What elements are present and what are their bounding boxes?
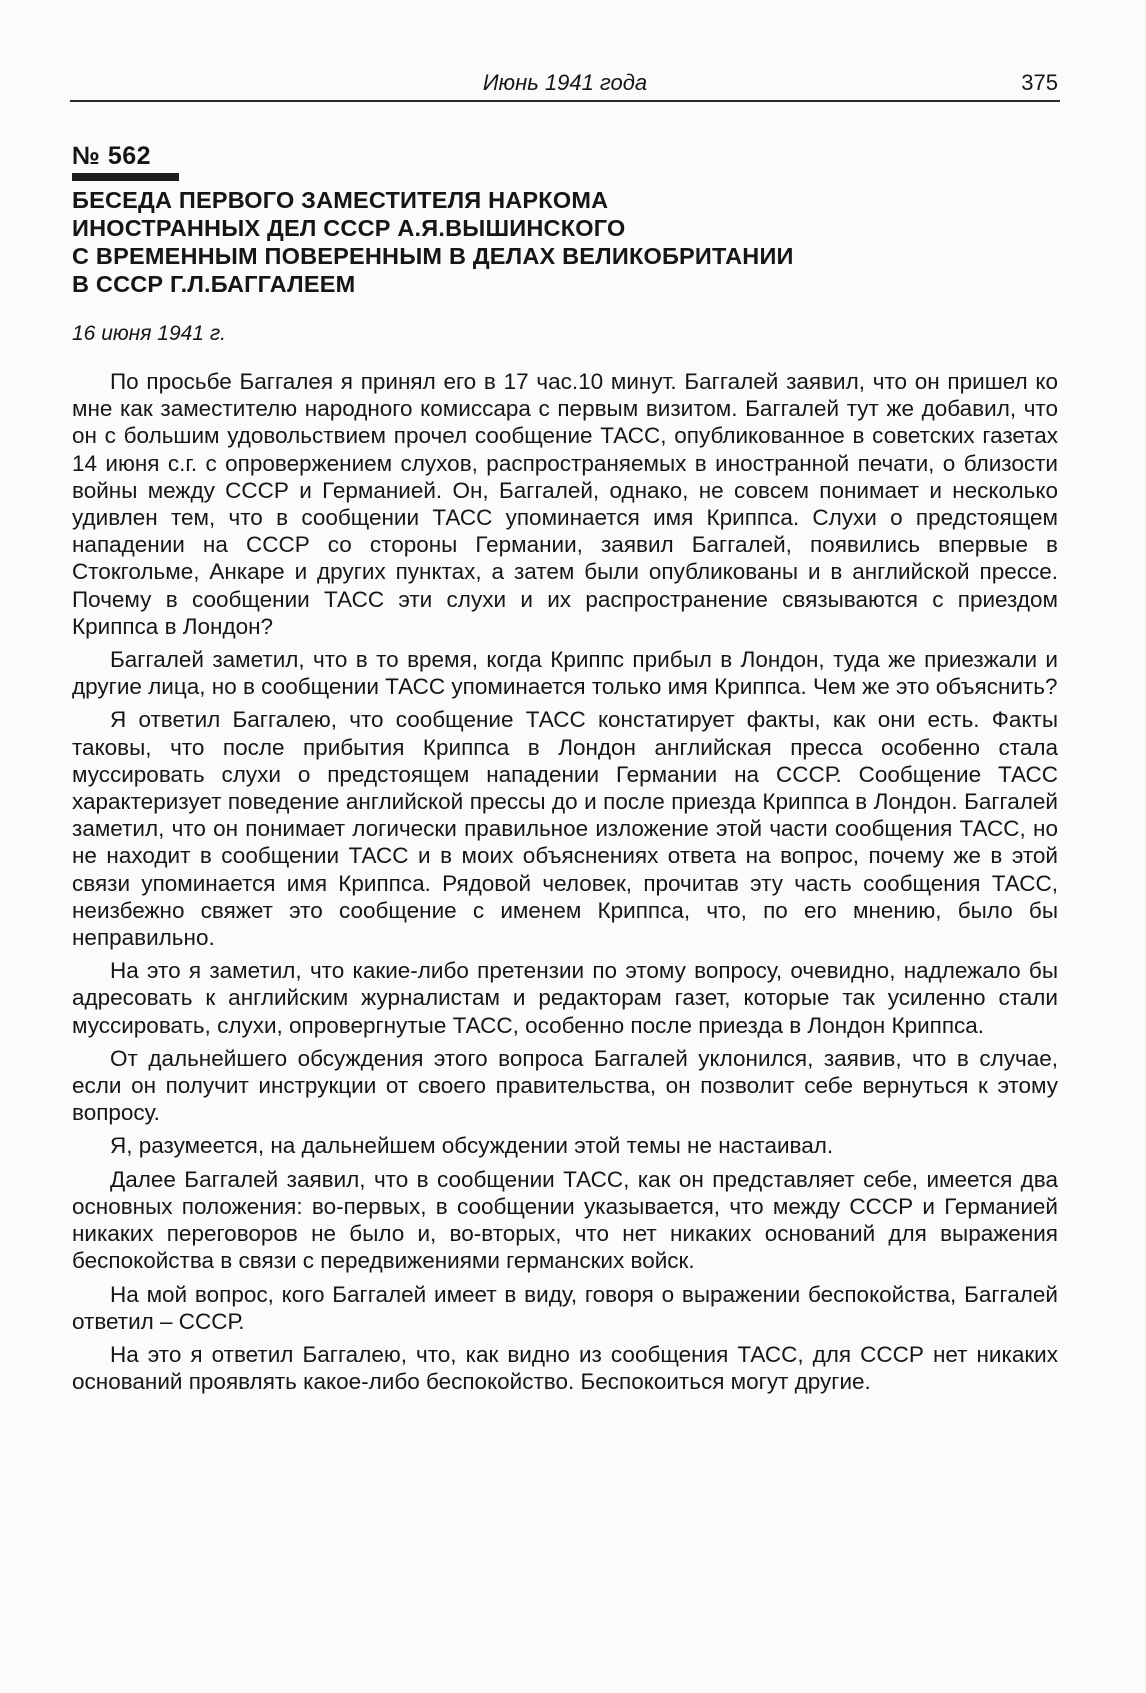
body-paragraph: На это я заметил, что какие-либо претензии по этому вопросу, очевидно, надлежало бы адресовать к английским журналистам и редакторам газет, которые так усиленно стали муссировать, слухи, опровергнутые ТАСС, особенно после приезда в Лондон Криппса. bbox=[72, 958, 1058, 1038]
body-paragraph: Я, разумеется, на дальнейшем обсуждении этой темы не настаивал. bbox=[110, 1133, 834, 1159]
document-number: № 562 bbox=[72, 142, 152, 170]
body-paragraph: От дальнейшего обсуждения этого вопроса Баггалей уклонился, заявив, что в случае, если он получит инструкции от своего правительства, он позволит себе вернуться к этому вопросу. bbox=[72, 1045, 1058, 1126]
running-title: Июнь 1941 года bbox=[482, 70, 648, 95]
document-title-line: В СССР Г.Л.БАГГАЛЕЕМ bbox=[72, 271, 356, 297]
document-title-line: ИНОСТРАННЫХ ДЕЛ СССР А.Я.ВЫШИНСКОГО bbox=[72, 215, 626, 241]
body-paragraph: Я ответил Баггалею, что сообщение ТАСС констатирует факты, как они есть. Факты таковы, что после прибытия Криппса в Лондон английская пресса особенно стала муссировать слухи о предстоящем нападении Германии на СССР. Сообщение ТАСС характеризует поведение английской прессы до и после приезда Криппса в Лондон. Баггалей заметил, что он понимает логически правильное изложение этой части сообщения ТАСС, но не находит в сообщении ТАСС и в моих объяснениях ответа на вопрос, почему же в этой связи упоминается имя Криппса. Рядовой человек, прочитав эту часть сообщения ТАСС, неизбежно свяжет это сообщение с именем Криппса, что, по его мнению, было бы неправильно. bbox=[72, 707, 1058, 951]
body-paragraph: Далее Баггалей заявил, что в сообщении ТАСС, как он представляет себе, имеется два основных положения: во-первых, в сообщении указывается, что между СССР и Германией никаких переговоров не было и, во-вторых, что нет никаких оснований для выражения беспокойства в связи с передвижениями германских войск. bbox=[72, 1166, 1058, 1274]
body-paragraph: На это я ответил Баггалею, что, как видно из сообщения ТАСС, для СССР нет никаких оснований проявлять какое-либо беспокойство. Беспокоиться могут другие. bbox=[72, 1341, 1058, 1395]
document-title-line: С ВРЕМЕННЫМ ПОВЕРЕННЫМ В ДЕЛАХ ВЕЛИКОБРИТАНИИ bbox=[72, 243, 794, 269]
running-header bbox=[70, 68, 1060, 102]
body-paragraph: Баггалей заметил, что в то время, когда Криппс прибыл в Лондон, туда же приезжали и другие лица, но в сообщении ТАСС упоминается только имя Криппса. Чем же это объяснить? bbox=[72, 647, 1058, 700]
body-paragraph: На мой вопрос, кого Баггалей имеет в виду, говоря о выражении беспокойства, Баггалей ответил – СССР. bbox=[72, 1281, 1058, 1334]
document-body bbox=[72, 368, 1058, 1401]
document-date: 16 июня 1941 г. bbox=[72, 322, 227, 345]
document-title-line: БЕСЕДА ПЕРВОГО ЗАМЕСТИТЕЛЯ НАРКОМА bbox=[72, 187, 609, 213]
number-underline-rule bbox=[72, 173, 179, 181]
document-title bbox=[72, 186, 1032, 298]
page-number: 375 bbox=[1021, 70, 1058, 95]
body-paragraph: По просьбе Баггалея я принял его в 17 час.10 минут. Баггалей заявил, что он пришел ко мне как заместителю народного комиссара с первым визитом. Баггалей тут же добавил, что он с большим удовольствием прочел сообщение ТАСС, опубликованное в советских газетах 14 июня с.г. с опровержением слухов, распространяемых в иностранной печати, о близости войны между СССР и Германией. Он, Баггалей, однако, не совсем понимает и несколько удивлен тем, что в сообщении ТАСС упоминается имя Криппса. Слухи о предстоящем нападении на СССР со стороны Германии, заявил Баггалей, появились впервые в Стокгольме, Анкаре и других пунктах, а затем были опубликованы и в английской прессе. Почему в сообщении ТАСС эти слухи и их распространение связываются с приездом Криппса в Лондон? bbox=[72, 369, 1058, 639]
